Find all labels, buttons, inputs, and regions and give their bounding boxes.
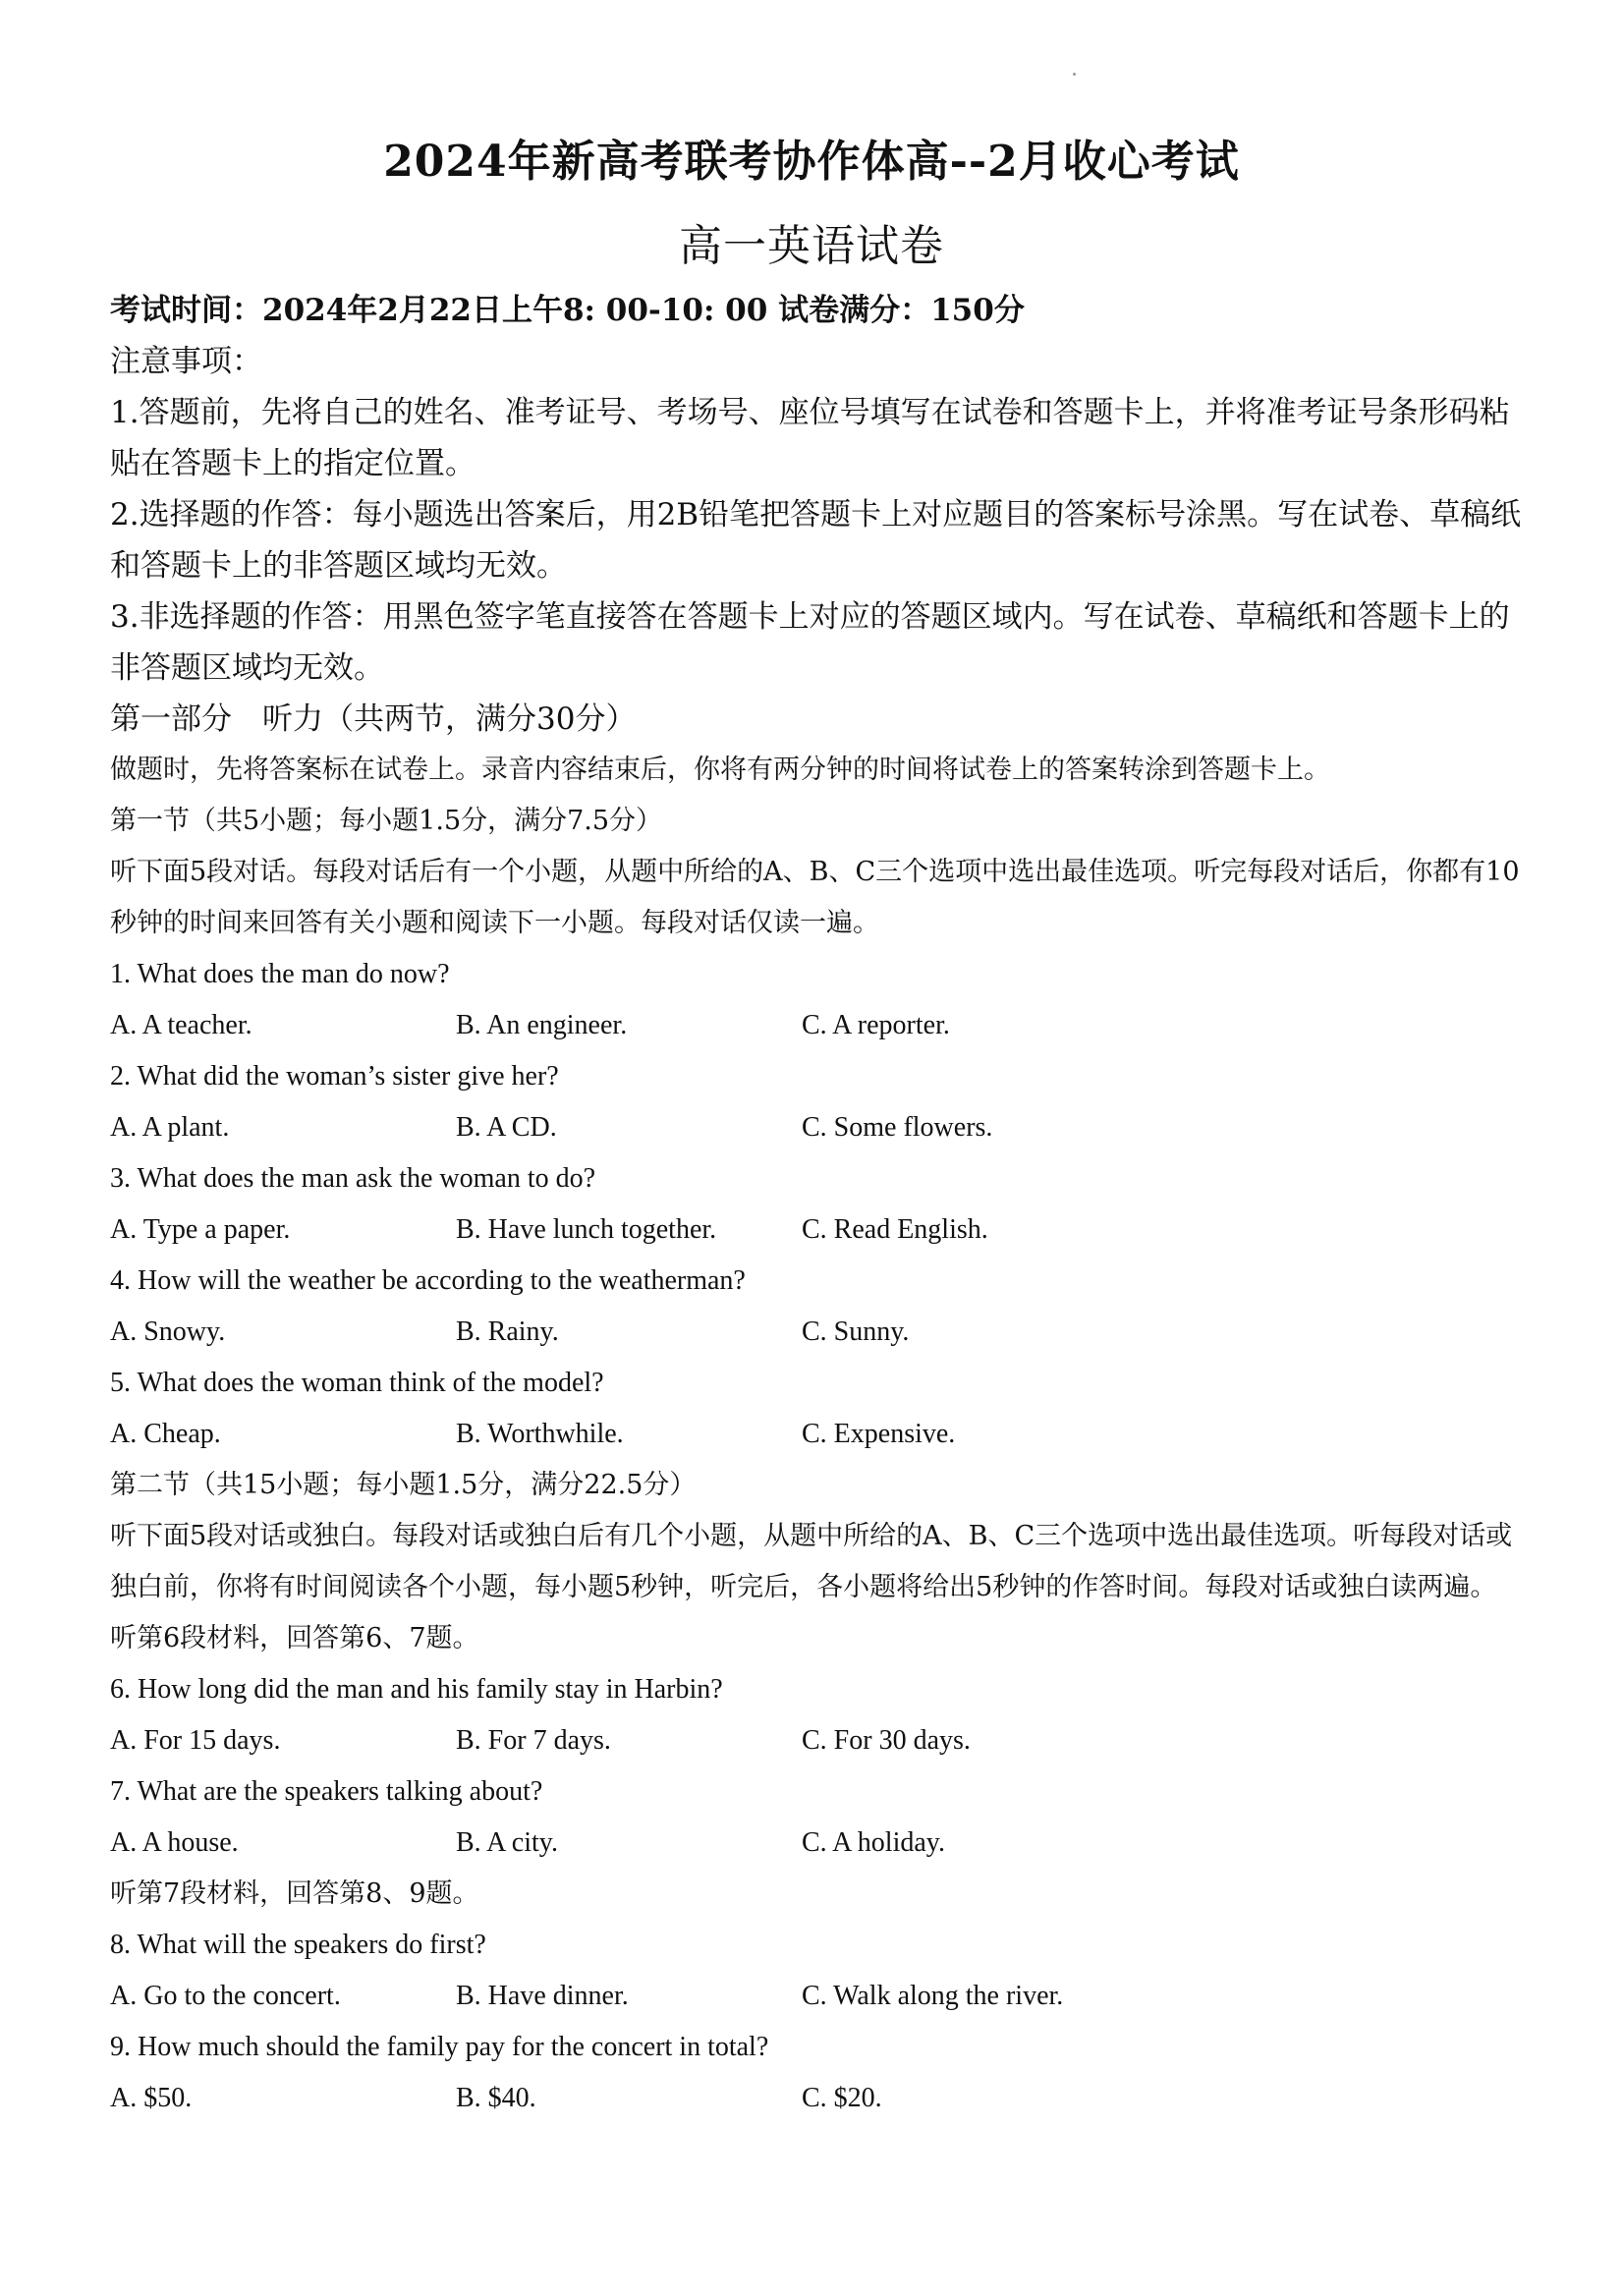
question-8: 8. What will the speakers do first? bbox=[110, 1930, 486, 1960]
option-b: B. A city. bbox=[456, 1827, 558, 1858]
option-b: B. Worthwhile. bbox=[456, 1419, 624, 1449]
exam-subtitle: 高一英语试卷 bbox=[679, 221, 944, 271]
option-c: C. A holiday. bbox=[802, 1827, 945, 1858]
option-a: A. For 15 days. bbox=[110, 1725, 281, 1756]
scan-speck bbox=[1073, 73, 1076, 76]
options-8 bbox=[110, 1971, 1525, 2022]
option-b: B. An engineer. bbox=[456, 1010, 628, 1040]
options-1 bbox=[110, 1000, 1525, 1051]
part1-heading: 第一部分 听力（共两节，满分30分） bbox=[110, 701, 637, 737]
section1-instructions: 听下面5段对话。每段对话后有一个小题，从题中所给的A、B、C三个选项中选出最佳选项。听完每段对话后，你都有10秒钟的时间来回答有关小题和阅读下一小题。每段对话仅读一遍。 bbox=[110, 857, 1520, 938]
option-c: C. Sunny. bbox=[802, 1316, 910, 1347]
question-2: 2. What did the woman’s sister give her? bbox=[110, 1061, 559, 1092]
options-2 bbox=[110, 1102, 1525, 1153]
option-b: B. A CD. bbox=[456, 1112, 557, 1143]
option-c: C. For 30 days. bbox=[802, 1725, 971, 1756]
notice-2: 2.选择题的作答：每小题选出答案后，用2B铅笔把答题卡上对应题目的答案标号涂黑。写在试卷、草稿纸和答题卡上的非答题区域均无效。 bbox=[110, 497, 1522, 584]
options-3 bbox=[110, 1204, 1525, 1256]
question-6: 6. How long did the man and his family stay in Harbin? bbox=[110, 1674, 723, 1705]
option-b: B. For 7 days. bbox=[456, 1725, 611, 1756]
option-a: A. A plant. bbox=[110, 1112, 230, 1143]
option-a: A. Go to the concert. bbox=[110, 1981, 341, 2011]
option-c: C. Walk along the river. bbox=[802, 1981, 1064, 2011]
notice-1: 1.答题前，先将自己的姓名、准考证号、考场号、座位号填写在试卷和答题卡上，并将准考证号条形码粘贴在答题卡上的指定位置。 bbox=[110, 395, 1510, 481]
question-9: 9. How much should the family pay for the concert in total? bbox=[110, 2032, 769, 2062]
question-4: 4. How will the weather be according to the weatherman? bbox=[110, 1265, 746, 1296]
options-5 bbox=[110, 1409, 1525, 1460]
notice-3: 3.非选择题的作答：用黑色签字笔直接答在答题卡上对应的答题区域内。写在试卷、草稿纸和答题卡上的非答题区域均无效。 bbox=[110, 599, 1510, 686]
option-a: A. Snowy. bbox=[110, 1316, 226, 1347]
options-7 bbox=[110, 1818, 1525, 1869]
section1-heading: 第一节（共5小题；每小题1.5分，满分7.5分） bbox=[110, 806, 663, 836]
material-6-note: 听第6段材料，回答第6、7题。 bbox=[110, 1623, 479, 1653]
part1-intro: 做题时，先将答案标在试卷上。录音内容结束后，你将有两分钟的时间将试卷上的答案转涂到答题卡上。 bbox=[110, 755, 1330, 785]
notice-title: 注意事项： bbox=[110, 344, 262, 379]
option-c: C. Read English. bbox=[802, 1214, 988, 1245]
option-a: A. A teacher. bbox=[110, 1010, 252, 1040]
section2-heading: 第二节（共15小题；每小题1.5分，满分22.5分） bbox=[110, 1470, 697, 1500]
option-b: B. Rainy. bbox=[456, 1316, 559, 1347]
option-a: A. A house. bbox=[110, 1827, 239, 1858]
question-5: 5. What does the woman think of the model? bbox=[110, 1368, 604, 1398]
option-a: A. Type a paper. bbox=[110, 1214, 291, 1245]
option-a: A. Cheap. bbox=[110, 1419, 221, 1449]
exam-content bbox=[110, 285, 1525, 2124]
option-b: B. Have dinner. bbox=[456, 1981, 629, 2011]
material-7-note: 听第7段材料，回答第8、9题。 bbox=[110, 1878, 479, 1909]
options-4 bbox=[110, 1307, 1525, 1358]
option-b: B. Have lunch together. bbox=[456, 1214, 717, 1245]
option-c: C. A reporter. bbox=[802, 1010, 950, 1040]
option-c: C. $20. bbox=[802, 2083, 882, 2113]
option-c: C. Expensive. bbox=[802, 1419, 956, 1449]
option-a: A. $50. bbox=[110, 2083, 193, 2113]
exam-time: 考试时间：2024年2月22日上午8: 00-10: 00 试卷满分：150分 bbox=[110, 293, 1025, 328]
question-7: 7. What are the speakers talking about? bbox=[110, 1776, 543, 1807]
options-6 bbox=[110, 1715, 1525, 1766]
option-b: B. $40. bbox=[456, 2083, 536, 2113]
section2-instructions: 听下面5段对话或独白。每段对话或独白后有几个小题，从题中所给的A、B、C三个选项中选出最佳选项。听每段对话或独白前，你将有时间阅读各个小题，每小题5秒钟，听完后，各小题将给出5秒钟的作答时间。每段对话或独白读两遍。 bbox=[110, 1521, 1513, 1602]
question-1: 1. What does the man do now? bbox=[110, 959, 450, 989]
options-9 bbox=[110, 2073, 1525, 2124]
question-3: 3. What does the man ask the woman to do? bbox=[110, 1163, 596, 1194]
option-c: C. Some flowers. bbox=[802, 1112, 993, 1143]
exam-title: 2024年新高考联考协作体高--2月收心考试 bbox=[383, 137, 1240, 187]
